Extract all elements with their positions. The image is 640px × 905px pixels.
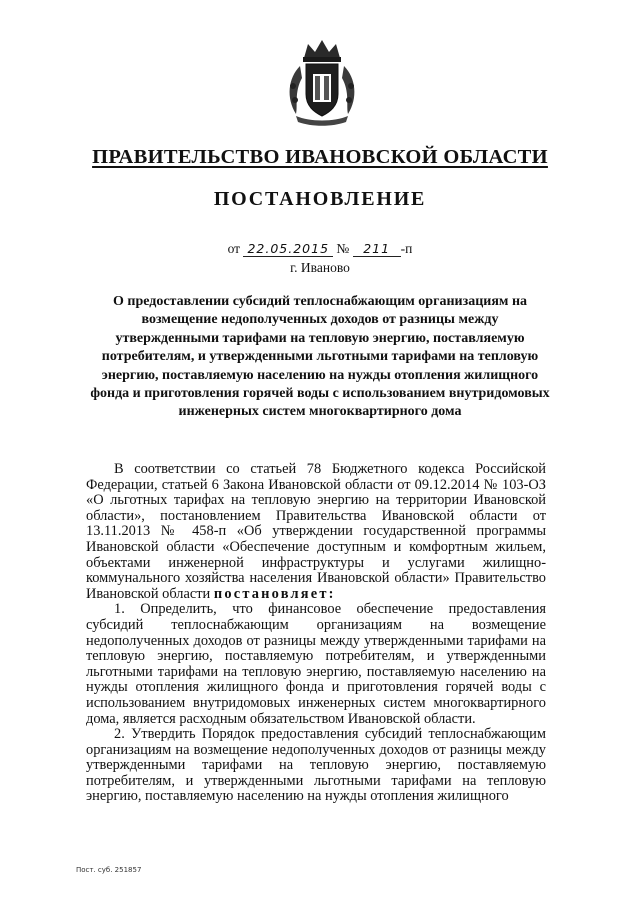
government-title: ПРАВИТЕЛЬСТВО ИВАНОВСКОЙ ОБЛАСТИ: [92, 146, 548, 168]
item-1-paragraph: 1. Определить, что финансовое обеспечение предоставления субсидий теплоснабжающим организациям на возмещение недополученных доходов от разницы между утвержденными тарифами на тепловую энергию, поставляемую потребителям, и утвержденными льготными тарифами на тепловую энергию, поставляемую населению на нужды отопления жилищного фонда и приготовления горячей воды с использованием внутридомовых инженерных систем многоквартирного дома, является расходным обязательством Ивановской области.: [86, 601, 546, 727]
footer-note: Пост. суб. 251857: [76, 866, 142, 874]
item-2-paragraph: 2. Утвердить Порядок предоставления субсидий теплоснабжающим организациям на возмещение недополученных доходов от разницы между утвержденными тарифами на тепловую энергию, поставляемую потребителям, и утвержденными льготными тарифами на тепловую энергию, поставляемую населению на нужды отопления жилищного: [86, 726, 546, 805]
document-heading: О предоставлении субсидий теплоснабжающим организациям на возмещение недополученных доходов от разницы между утвержденными тарифами на тепловую энергию, поставляемую потребителям, и утвержденными льготными тарифами на тепловую энергию, поставляемую населению на нужды отопления жилищного фонда и приготовления горячей воды с использованием внутридомовых инженерных систем многоквартирного дома: [90, 294, 550, 420]
date-number-line: [0, 241, 640, 257]
preamble-paragraph: [86, 462, 546, 602]
document-body: [86, 462, 546, 805]
number-prefix: №: [336, 241, 350, 256]
date-prefix: от: [227, 241, 241, 256]
city: г. Иваново: [290, 260, 350, 275]
document-date: 22.05.2015: [243, 241, 333, 257]
document-number: 211: [353, 241, 401, 257]
preamble-text: В соответствии со статьей 78 Бюджетного кодекса Российской Федерации, статьей 6 Закона Ивановской области от 09.12.2014 № 103-ОЗ «О льготных тарифах на тепловую энергию на территории Ивановской области», постановлением Правительства Ивановской области от 13.11.2013 № 458-п «Об утверждении государственной программы Ивановской области «Обеспечение доступным и комфортным жильем, объектами инженерной инфраструктуры и услугами жилищно-коммунального хозяйства населения Ивановской области» Правительство Ивановской области: [86, 461, 546, 602]
number-suffix: -п: [400, 241, 413, 256]
document-type: ПОСТАНОВЛЕНИЕ: [213, 188, 427, 210]
resolves-keyword: постановляет:: [213, 585, 336, 602]
ivanovo-coat-of-arms-icon: [282, 36, 362, 128]
